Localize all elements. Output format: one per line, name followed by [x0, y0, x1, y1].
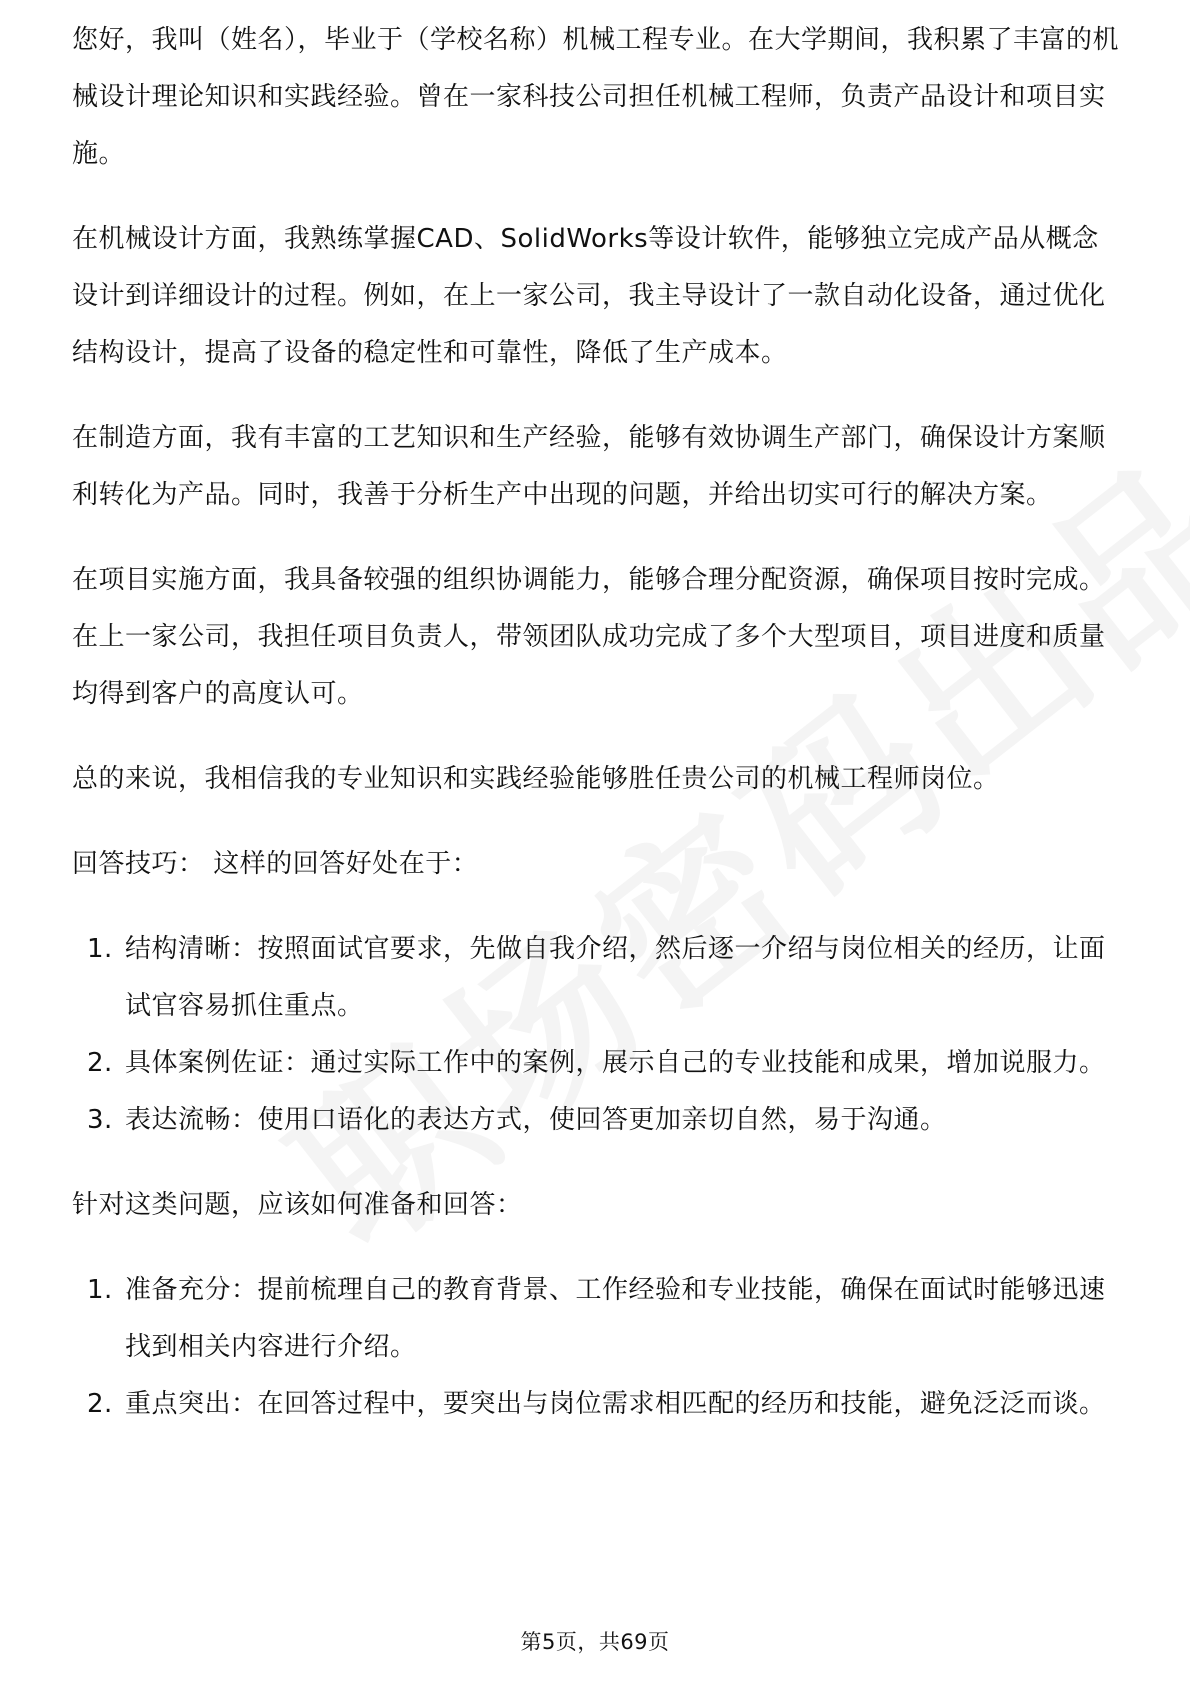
list-text: 表达流畅：使用口语化的表达方式，使回答更加亲切自然，易于沟通。 — [125, 1105, 947, 1135]
list-number: 2. — [87, 1048, 113, 1078]
prep-heading: 针对这类问题，应该如何准备和回答： — [72, 1190, 523, 1220]
list-item — [72, 1092, 1122, 1149]
paragraph-intro: 您好，我叫（姓名），毕业于（学校名称）机械工程专业。在大学期间，我积累了丰富的机械设计理论知识和实践经验。曾在一家科技公司担任机械工程师，负责产品设计和项目实施。 — [72, 25, 1120, 169]
prep-list — [72, 1262, 1122, 1433]
list-text: 结构清晰：按照面试官要求，先做自我介绍，然后逐一介绍与岗位相关的经历，让面试官容易抓住重点。 — [125, 934, 1106, 1021]
list-number: 1. — [87, 934, 113, 964]
list-text: 重点突出：在回答过程中，要突出与岗位需求相匹配的经历和技能，避免泛泛而谈。 — [125, 1389, 1106, 1419]
list-item — [72, 1262, 1122, 1376]
list-number: 3. — [87, 1105, 113, 1135]
tips-heading: 回答技巧： 这样的回答好处在于： — [72, 849, 479, 879]
paragraph-manufacturing: 在制造方面，我有丰富的工艺知识和生产经验，能够有效协调生产部门，确保设计方案顺利转化为产品。同时，我善于分析生产中出现的问题，并给出切实可行的解决方案。 — [72, 423, 1106, 510]
list-item — [72, 921, 1122, 1035]
document-body — [72, 20, 1122, 1461]
list-item — [72, 1035, 1122, 1092]
list-number: 1. — [87, 1275, 113, 1305]
list-text: 准备充分：提前梳理自己的教育背景、工作经验和专业技能，确保在面试时能够迅速找到相关内容进行介绍。 — [125, 1275, 1106, 1362]
tips-list — [72, 921, 1122, 1149]
paragraph-design: 在机械设计方面，我熟练掌握CAD、SolidWorks等设计软件，能够独立完成产品从概念设计到详细设计的过程。例如，在上一家公司，我主导设计了一款自动化设备，通过优化结构设计，提高了设备的稳定性和可靠性，降低了生产成本。 — [72, 224, 1106, 368]
list-text: 具体案例佐证：通过实际工作中的案例，展示自己的专业技能和成果，增加说服力。 — [125, 1048, 1106, 1078]
page-number: 第5页，共69页 — [520, 1630, 670, 1654]
paragraph-project: 在项目实施方面，我具备较强的组织协调能力，能够合理分配资源，确保项目按时完成。在上一家公司，我担任项目负责人，带领团队成功完成了多个大型项目，项目进度和质量均得到客户的高度认可。 — [72, 565, 1106, 709]
list-item — [72, 1376, 1122, 1433]
paragraph-summary: 总的来说，我相信我的专业知识和实践经验能够胜任贵公司的机械工程师岗位。 — [72, 764, 1000, 794]
list-number: 2. — [87, 1389, 113, 1419]
